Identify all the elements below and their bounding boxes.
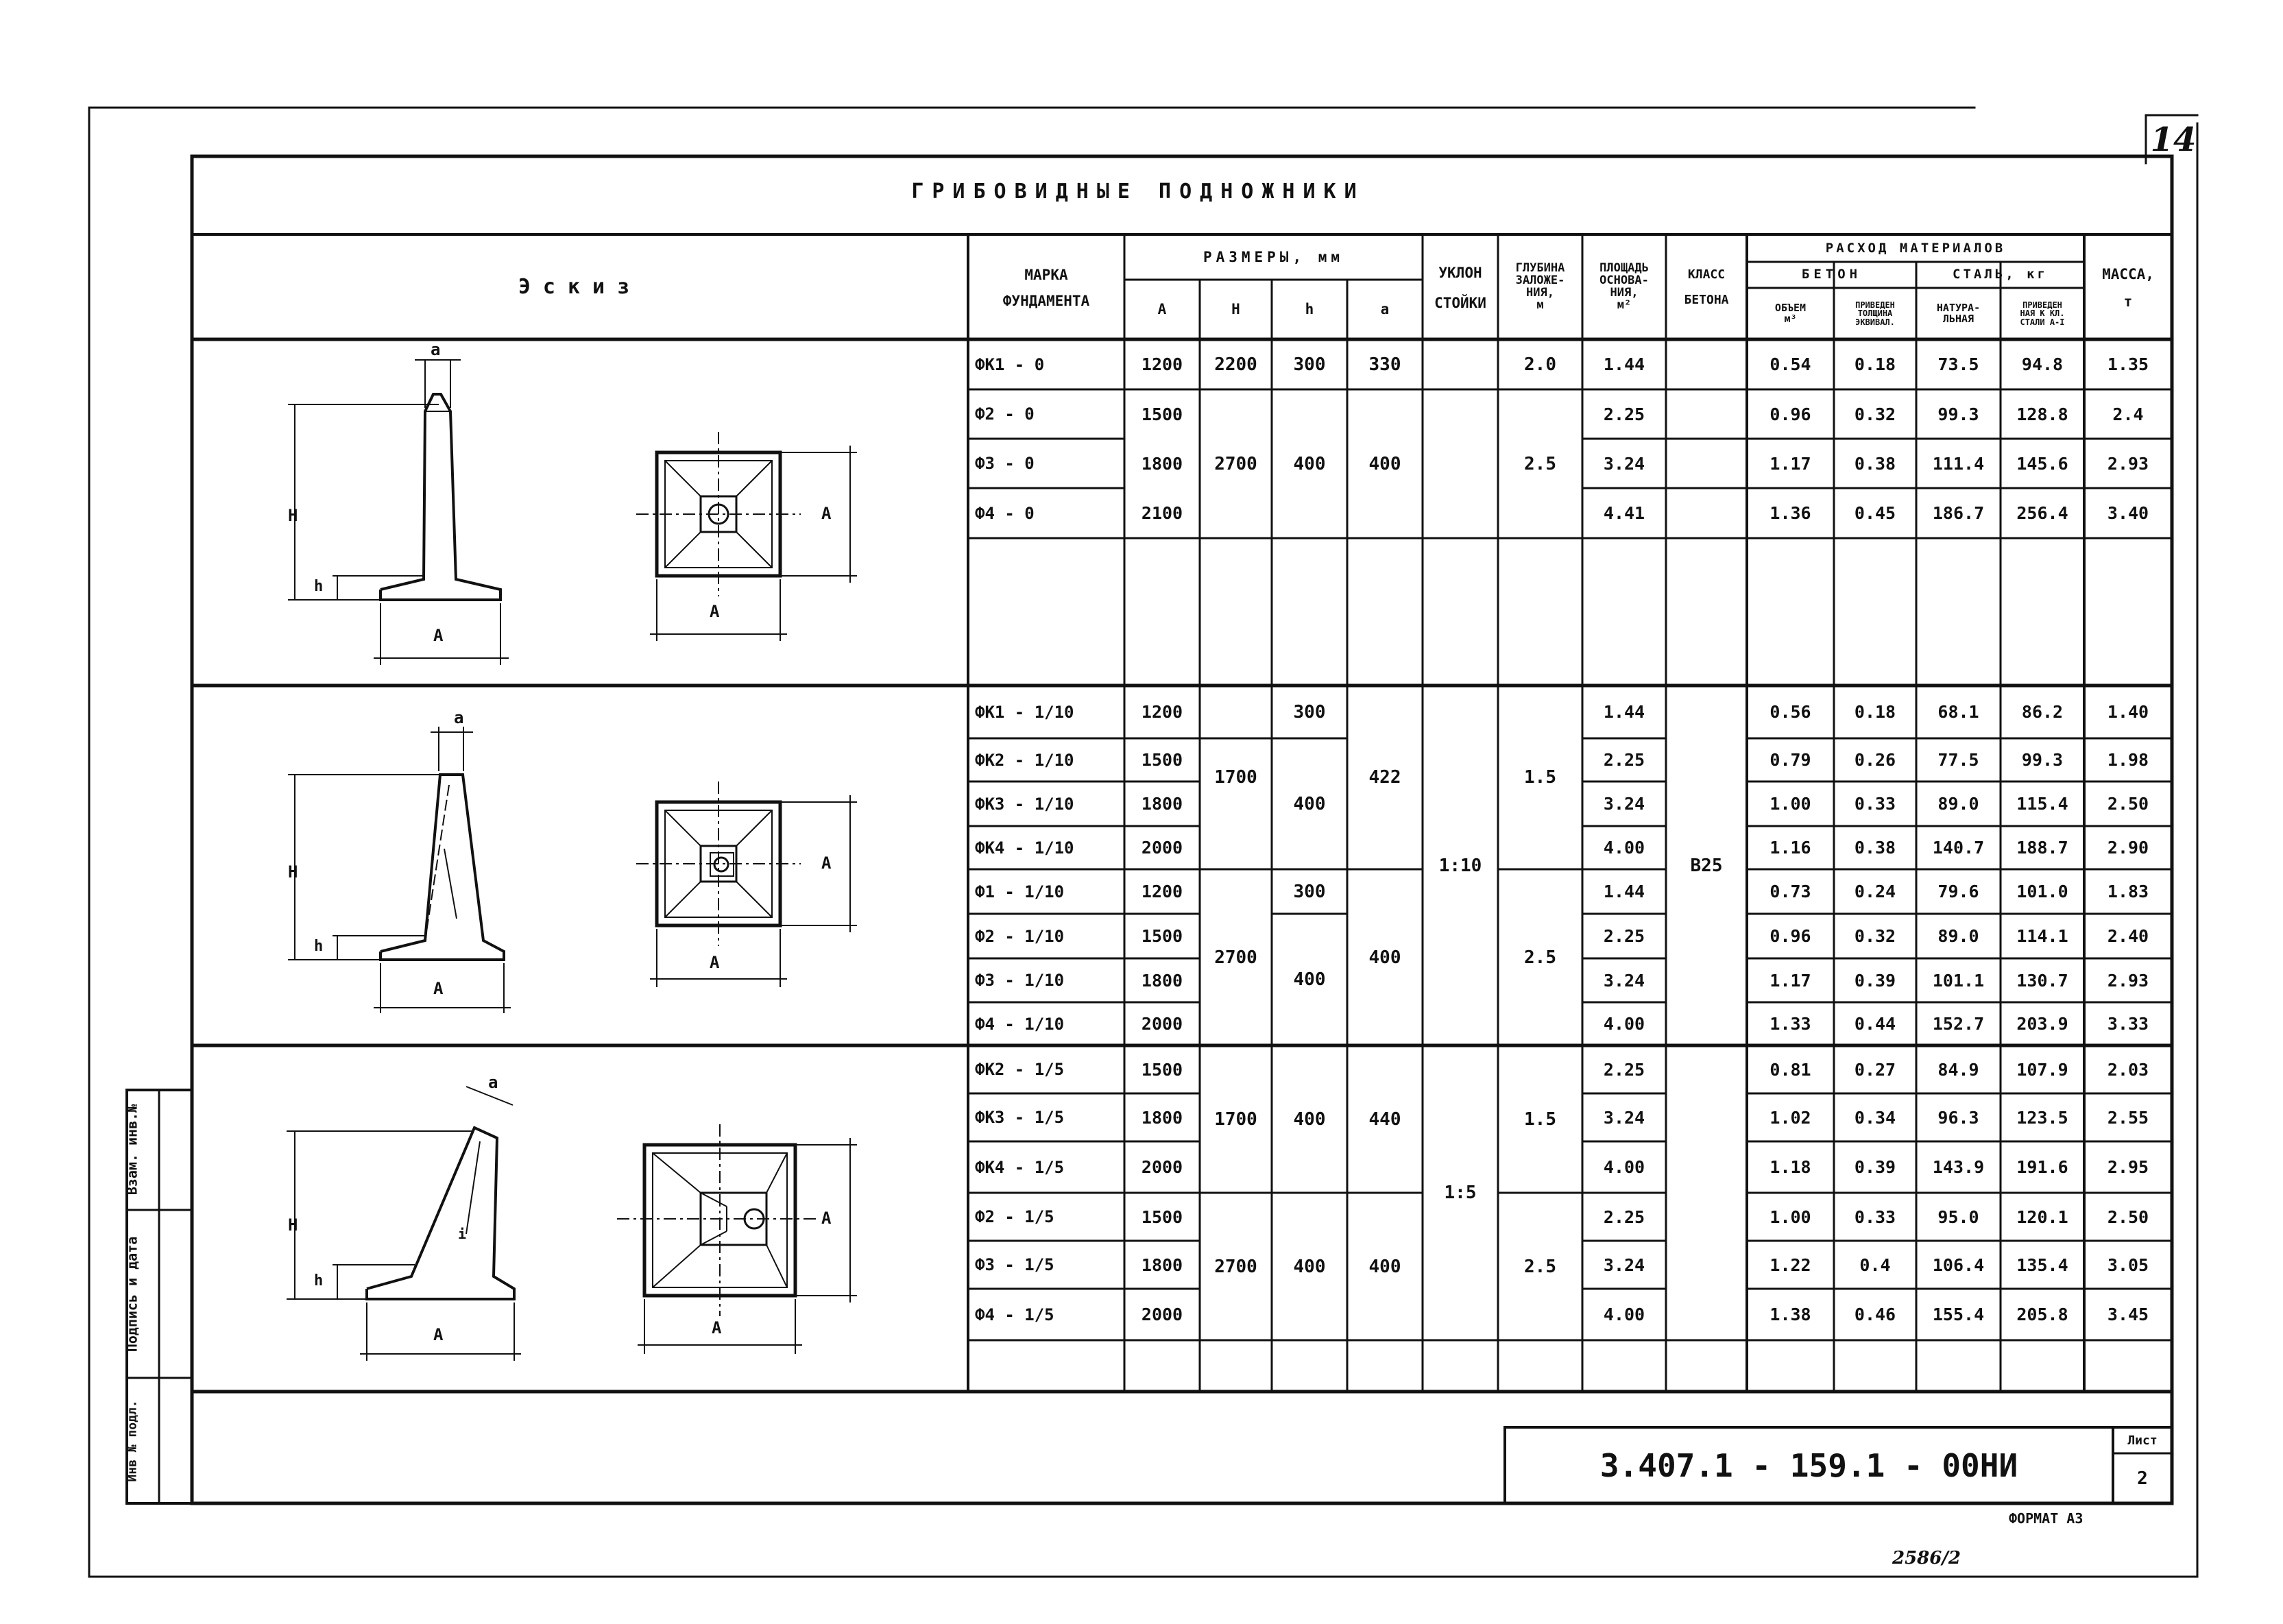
- cell-volume: 1.22: [1769, 1255, 1811, 1275]
- header-dim-h: h: [1305, 301, 1314, 318]
- cell-mass: 3.45: [2107, 1305, 2149, 1324]
- cell-reduced-thickness: 0.45: [1854, 503, 1896, 523]
- header-mass: МАССА, т: [2102, 265, 2154, 310]
- header-slope: УКЛОН СТОЙКИ: [1434, 264, 1486, 311]
- sheet-number: 2: [2137, 1468, 2148, 1489]
- g2-a-2: 400: [1368, 947, 1401, 968]
- cell-dim-A: 1500: [1141, 1207, 1183, 1227]
- cell-area: 1.44: [1603, 354, 1645, 374]
- cell-dim-A: 2000: [1141, 838, 1183, 858]
- stamp-sign-date: Подпись и дата: [123, 1236, 141, 1353]
- sheet-label: Лист: [2127, 1433, 2158, 1448]
- header-steel: СТАЛЬ, кг: [1953, 267, 2048, 282]
- cell-dim-A: 2100: [1141, 503, 1183, 523]
- cell-volume: 1.38: [1769, 1305, 1811, 1324]
- cell-reduced-thickness: 0.34: [1854, 1107, 1896, 1128]
- sketch2-label-H: Н: [288, 862, 298, 882]
- cell-volume: 0.54: [1769, 354, 1811, 374]
- cell-mass: 1.40: [2107, 702, 2149, 722]
- cell-mark: Ф4 - 0: [975, 503, 1035, 523]
- cell-dim-A: 1200: [1141, 702, 1183, 722]
- cell-steel-natural: 140.7: [1932, 838, 1985, 858]
- cell-area: 1.44: [1603, 882, 1645, 901]
- cell-mass: 2.50: [2107, 794, 2149, 814]
- header-dims: РАЗМЕРЫ, мм: [1203, 248, 1344, 265]
- g2-depth-1: 1.5: [1524, 767, 1556, 788]
- cell-steel-reduced: 203.9: [2016, 1014, 2068, 1034]
- cell-volume: 1.17: [1769, 970, 1811, 991]
- sketch2-label-A: А: [433, 979, 444, 998]
- header-depth: ГЛУБИНА ЗАЛОЖЕ- НИЯ, м: [1515, 261, 1565, 312]
- cell-steel-reduced: 123.5: [2016, 1107, 2068, 1128]
- cell-steel-reduced: 191.6: [2016, 1157, 2068, 1177]
- header-sketch: Эскиз: [518, 274, 642, 299]
- header-dim-A: А: [1157, 301, 1167, 318]
- cell-mass: 1.98: [2107, 750, 2149, 770]
- sketch2-label-a: а: [454, 708, 464, 727]
- cell-mark: ФК4 - 1/10: [975, 838, 1074, 858]
- sketch-slope-5: [287, 1087, 857, 1361]
- paper-format: ФОРМАТ А3: [2009, 1510, 2083, 1527]
- header-materials: РАСХОД МАТЕРИАЛОВ: [1825, 241, 2006, 256]
- g2-H-2: 2700: [1214, 947, 1257, 968]
- page-number: 14: [2150, 121, 2197, 159]
- g1-H-2: 2700: [1214, 453, 1257, 474]
- archive-number: 2586/2: [1892, 1548, 1961, 1568]
- g1-H-1: 2200: [1214, 354, 1257, 375]
- g1-depth-1: 2.0: [1524, 354, 1556, 375]
- cell-volume: 0.96: [1769, 926, 1811, 946]
- cell-dim-A: 1500: [1141, 750, 1183, 770]
- cell-area: 2.25: [1603, 404, 1645, 424]
- cell-mark: ФК3 - 1/5: [975, 1108, 1065, 1127]
- cell-mark: Ф3 - 1/10: [975, 971, 1065, 990]
- sketch1-plan-label-A2: А: [821, 504, 832, 523]
- cell-dim-A: 1200: [1141, 354, 1183, 374]
- cell-steel-reduced: 256.4: [2016, 503, 2068, 523]
- cell-area: 3.24: [1603, 1255, 1645, 1275]
- cell-mark: ФК1 - 1/10: [975, 702, 1074, 722]
- cell-dim-A: 1800: [1141, 794, 1183, 814]
- cell-dim-A: 1800: [1141, 1107, 1183, 1128]
- sketch-slope-10: [288, 727, 857, 1013]
- cell-mark: Ф1 - 1/10: [975, 882, 1065, 901]
- g3-H-2: 2700: [1214, 1256, 1257, 1277]
- cell-area: 4.00: [1603, 838, 1645, 858]
- cell-steel-reduced: 115.4: [2016, 794, 2068, 814]
- cell-steel-reduced: 188.7: [2016, 838, 2068, 858]
- cell-mark: Ф2 - 1/5: [975, 1207, 1054, 1226]
- cell-mark: ФК1 - 0: [975, 354, 1045, 374]
- sketch-straight: [288, 360, 857, 665]
- cell-steel-reduced: 94.8: [2021, 354, 2064, 374]
- stamp-inv-orig: Инв № подл.: [125, 1400, 139, 1482]
- concrete-class: В25: [1690, 855, 1723, 876]
- cell-steel-reduced: 205.8: [2016, 1305, 2068, 1324]
- cell-reduced-thickness: 0.38: [1854, 453, 1896, 474]
- header-reduced-steel: ПРИВЕДЕН НАЯ К КЛ. СТАЛИ А-I: [2020, 300, 2065, 327]
- header-natural: НАТУРА- ЛЬНАЯ: [1936, 301, 1981, 325]
- cell-mass: 2.55: [2107, 1107, 2149, 1128]
- cell-mass: 2.40: [2107, 926, 2149, 946]
- cell-reduced-thickness: 0.27: [1854, 1059, 1896, 1080]
- cell-mark: ФК4 - 1/5: [975, 1157, 1065, 1177]
- cell-volume: 1.17: [1769, 453, 1811, 474]
- cell-mass: 3.40: [2107, 503, 2149, 523]
- g3-a-1: 440: [1368, 1108, 1401, 1130]
- cell-steel-natural: 152.7: [1932, 1014, 1985, 1034]
- header-dim-a: а: [1380, 301, 1390, 318]
- cell-dim-A: 1500: [1141, 1059, 1183, 1080]
- cell-mark: Ф3 - 0: [975, 454, 1035, 473]
- cell-volume: 1.16: [1769, 838, 1811, 858]
- cell-reduced-thickness: 0.46: [1854, 1305, 1896, 1324]
- cell-reduced-thickness: 0.39: [1854, 1157, 1896, 1177]
- cell-mark: Ф3 - 1/5: [975, 1255, 1054, 1274]
- cell-mark: Ф2 - 0: [975, 404, 1035, 424]
- g2-depth-2: 2.5: [1524, 947, 1556, 968]
- cell-mass: 1.83: [2107, 882, 2149, 901]
- stamp-replace-inv: Взам. инв.№: [123, 1104, 141, 1196]
- g1-a-1: 330: [1368, 354, 1401, 375]
- cell-steel-reduced: 99.3: [2021, 750, 2064, 770]
- cell-area: 3.24: [1603, 453, 1645, 474]
- sketch2-label-h: h: [314, 938, 324, 955]
- cell-volume: 0.81: [1769, 1059, 1811, 1080]
- cell-steel-reduced: 101.0: [2016, 882, 2068, 901]
- g2-H-1: 1700: [1214, 767, 1257, 788]
- cell-steel-natural: 89.0: [1937, 794, 1979, 814]
- sketch3-label-i: i: [458, 1226, 467, 1242]
- sketch3-plan-label-A: А: [712, 1318, 722, 1337]
- header-concrete: БЕТОН: [1801, 267, 1862, 282]
- g3-depth-1: 1.5: [1524, 1108, 1556, 1130]
- cell-dim-A: 1500: [1141, 404, 1183, 424]
- g3-h-1: 400: [1293, 1108, 1326, 1130]
- cell-reduced-thickness: 0.4: [1859, 1255, 1891, 1275]
- cell-reduced-thickness: 0.38: [1854, 838, 1896, 858]
- g1-a-2: 400: [1368, 453, 1401, 474]
- cell-area: 3.24: [1603, 970, 1645, 991]
- g2-h-3: 300: [1293, 881, 1326, 902]
- cell-reduced-thickness: 0.24: [1854, 882, 1896, 901]
- cell-volume: 1.33: [1769, 1014, 1811, 1034]
- cell-area: 4.00: [1603, 1014, 1645, 1034]
- header-dim-H: Н: [1231, 301, 1240, 318]
- drawing-designation: 3.407.1 - 159.1 - 00НИ: [1599, 1446, 2018, 1484]
- g3-h-2: 400: [1293, 1256, 1326, 1277]
- cell-dim-A: 1800: [1141, 453, 1183, 474]
- sketch1-label-a: а: [431, 340, 441, 359]
- header-class: КЛАСС БЕТОНА: [1684, 267, 1729, 307]
- header-area: ПЛОЩАДЬ ОСНОВА- НИЯ, м²: [1599, 261, 1649, 312]
- cell-dim-A: 1800: [1141, 1255, 1183, 1275]
- cell-volume: 0.73: [1769, 882, 1811, 901]
- cell-mass: 2.90: [2107, 838, 2149, 858]
- sketch2-plan-label-A2: А: [821, 853, 832, 873]
- cell-mark: Ф2 - 1/10: [975, 926, 1065, 946]
- g2-slope: 1:10: [1438, 855, 1482, 876]
- cell-reduced-thickness: 0.18: [1854, 702, 1896, 722]
- cell-mass: 1.35: [2107, 354, 2149, 374]
- g1-h-2: 400: [1293, 453, 1326, 474]
- g2-h-4: 400: [1293, 969, 1326, 990]
- cell-reduced-thickness: 0.32: [1854, 926, 1896, 946]
- cell-volume: 1.36: [1769, 503, 1811, 523]
- g3-depth-2: 2.5: [1524, 1256, 1556, 1277]
- cell-mark: ФК2 - 1/10: [975, 750, 1074, 770]
- g2-h-2: 400: [1293, 793, 1326, 814]
- cell-area: 3.24: [1603, 1107, 1645, 1128]
- sketch3-label-H: Н: [288, 1215, 298, 1235]
- cell-steel-reduced: 114.1: [2016, 926, 2068, 946]
- cell-volume: 0.79: [1769, 750, 1811, 770]
- cell-steel-reduced: 86.2: [2021, 702, 2064, 722]
- g1-h-1: 300: [1293, 354, 1326, 375]
- cell-dim-A: 1800: [1141, 970, 1183, 991]
- cell-dim-A: 1200: [1141, 882, 1183, 901]
- cell-reduced-thickness: 0.26: [1854, 750, 1896, 770]
- cell-mass: 3.05: [2107, 1255, 2149, 1275]
- cell-mark: ФК2 - 1/5: [975, 1060, 1065, 1079]
- cell-volume: 0.56: [1769, 702, 1811, 722]
- header-mark: МАРКА ФУНДАМЕНТА: [1002, 266, 1090, 309]
- cell-area: 2.25: [1603, 1207, 1645, 1227]
- cell-steel-natural: 73.5: [1937, 354, 1979, 374]
- cell-volume: 1.18: [1769, 1157, 1811, 1177]
- cell-steel-natural: 77.5: [1937, 750, 1979, 770]
- cell-steel-natural: 89.0: [1937, 926, 1979, 946]
- sketch3-plan-label-A2: А: [821, 1209, 832, 1228]
- page-title: ГРИБОВИДНЫЕ ПОДНОЖНИКИ: [911, 180, 1365, 204]
- cell-area: 4.00: [1603, 1305, 1645, 1324]
- cell-volume: 1.00: [1769, 1207, 1811, 1227]
- sketch3-label-h: h: [314, 1272, 324, 1289]
- cell-mass: 2.95: [2107, 1157, 2149, 1177]
- cell-area: 2.25: [1603, 750, 1645, 770]
- cell-mass: 3.33: [2107, 1014, 2149, 1034]
- g3-slope: 1:5: [1444, 1183, 1477, 1203]
- cell-dim-A: 2000: [1141, 1014, 1183, 1034]
- cell-steel-natural: 84.9: [1937, 1059, 1979, 1080]
- cell-mass: 2.93: [2107, 970, 2149, 991]
- cell-reduced-thickness: 0.18: [1854, 354, 1896, 374]
- cell-steel-natural: 96.3: [1937, 1107, 1979, 1128]
- sketch1-label-H: Н: [288, 506, 298, 525]
- cell-steel-natural: 111.4: [1932, 453, 1985, 474]
- cell-reduced-thickness: 0.44: [1854, 1014, 1896, 1034]
- g2-h-1: 300: [1293, 701, 1326, 723]
- header-reduced-thickness: ПРИВЕДЕН ТОЛЩИНА ЭКВИВАЛ.: [1855, 300, 1895, 327]
- cell-steel-reduced: 135.4: [2016, 1255, 2068, 1275]
- cell-steel-reduced: 130.7: [2016, 970, 2068, 991]
- cell-mass: 2.50: [2107, 1207, 2149, 1227]
- sketch2-plan-label-A: А: [710, 953, 720, 972]
- g3-a-2: 400: [1368, 1256, 1401, 1277]
- cell-reduced-thickness: 0.33: [1854, 794, 1896, 814]
- cell-mark: Ф4 - 1/5: [975, 1305, 1054, 1324]
- cell-steel-reduced: 120.1: [2016, 1207, 2068, 1227]
- cell-area: 2.25: [1603, 1059, 1645, 1080]
- cell-area: 3.24: [1603, 794, 1645, 814]
- cell-steel-reduced: 107.9: [2016, 1059, 2068, 1080]
- sketch1-label-h: h: [314, 578, 324, 595]
- cell-steel-natural: 101.1: [1932, 970, 1985, 991]
- cell-steel-natural: 68.1: [1937, 702, 1979, 722]
- cell-steel-natural: 186.7: [1932, 503, 1985, 523]
- cell-reduced-thickness: 0.32: [1854, 404, 1896, 424]
- header-volume: ОБЪЕМ м³: [1774, 301, 1807, 325]
- cell-dim-A: 2000: [1141, 1305, 1183, 1324]
- cell-steel-reduced: 145.6: [2016, 453, 2068, 474]
- cell-reduced-thickness: 0.33: [1854, 1207, 1896, 1227]
- cell-area: 4.00: [1603, 1157, 1645, 1177]
- cell-volume: 1.00: [1769, 794, 1811, 814]
- sketch1-plan-label-A: А: [710, 602, 720, 621]
- g1-depth-2: 2.5: [1524, 453, 1556, 474]
- cell-volume: 0.96: [1769, 404, 1811, 424]
- cell-mass: 2.4: [2112, 404, 2144, 424]
- cell-steel-natural: 155.4: [1932, 1305, 1985, 1324]
- cell-steel-reduced: 128.8: [2016, 404, 2068, 424]
- cell-area: 4.41: [1603, 503, 1645, 523]
- cell-reduced-thickness: 0.39: [1854, 970, 1896, 991]
- cell-steel-natural: 143.9: [1932, 1157, 1985, 1177]
- cell-steel-natural: 79.6: [1937, 882, 1979, 901]
- sketch3-label-a: а: [488, 1073, 498, 1092]
- sketch1-label-A: А: [433, 626, 444, 645]
- cell-mark: ФК3 - 1/10: [975, 794, 1074, 814]
- g3-H-1: 1700: [1214, 1108, 1257, 1130]
- cell-steel-natural: 99.3: [1937, 404, 1979, 424]
- cell-mass: 2.93: [2107, 453, 2149, 474]
- cell-dim-A: 1500: [1141, 926, 1183, 946]
- cell-steel-natural: 106.4: [1932, 1255, 1985, 1275]
- cell-mark: Ф4 - 1/10: [975, 1014, 1065, 1034]
- cell-area: 1.44: [1603, 702, 1645, 722]
- cell-steel-natural: 95.0: [1937, 1207, 1979, 1227]
- cell-mass: 2.03: [2107, 1059, 2149, 1080]
- cell-dim-A: 2000: [1141, 1157, 1183, 1177]
- g2-a-1: 422: [1368, 767, 1401, 788]
- cell-volume: 1.02: [1769, 1107, 1811, 1128]
- sketch3-label-A: А: [433, 1325, 444, 1344]
- cell-area: 2.25: [1603, 926, 1645, 946]
